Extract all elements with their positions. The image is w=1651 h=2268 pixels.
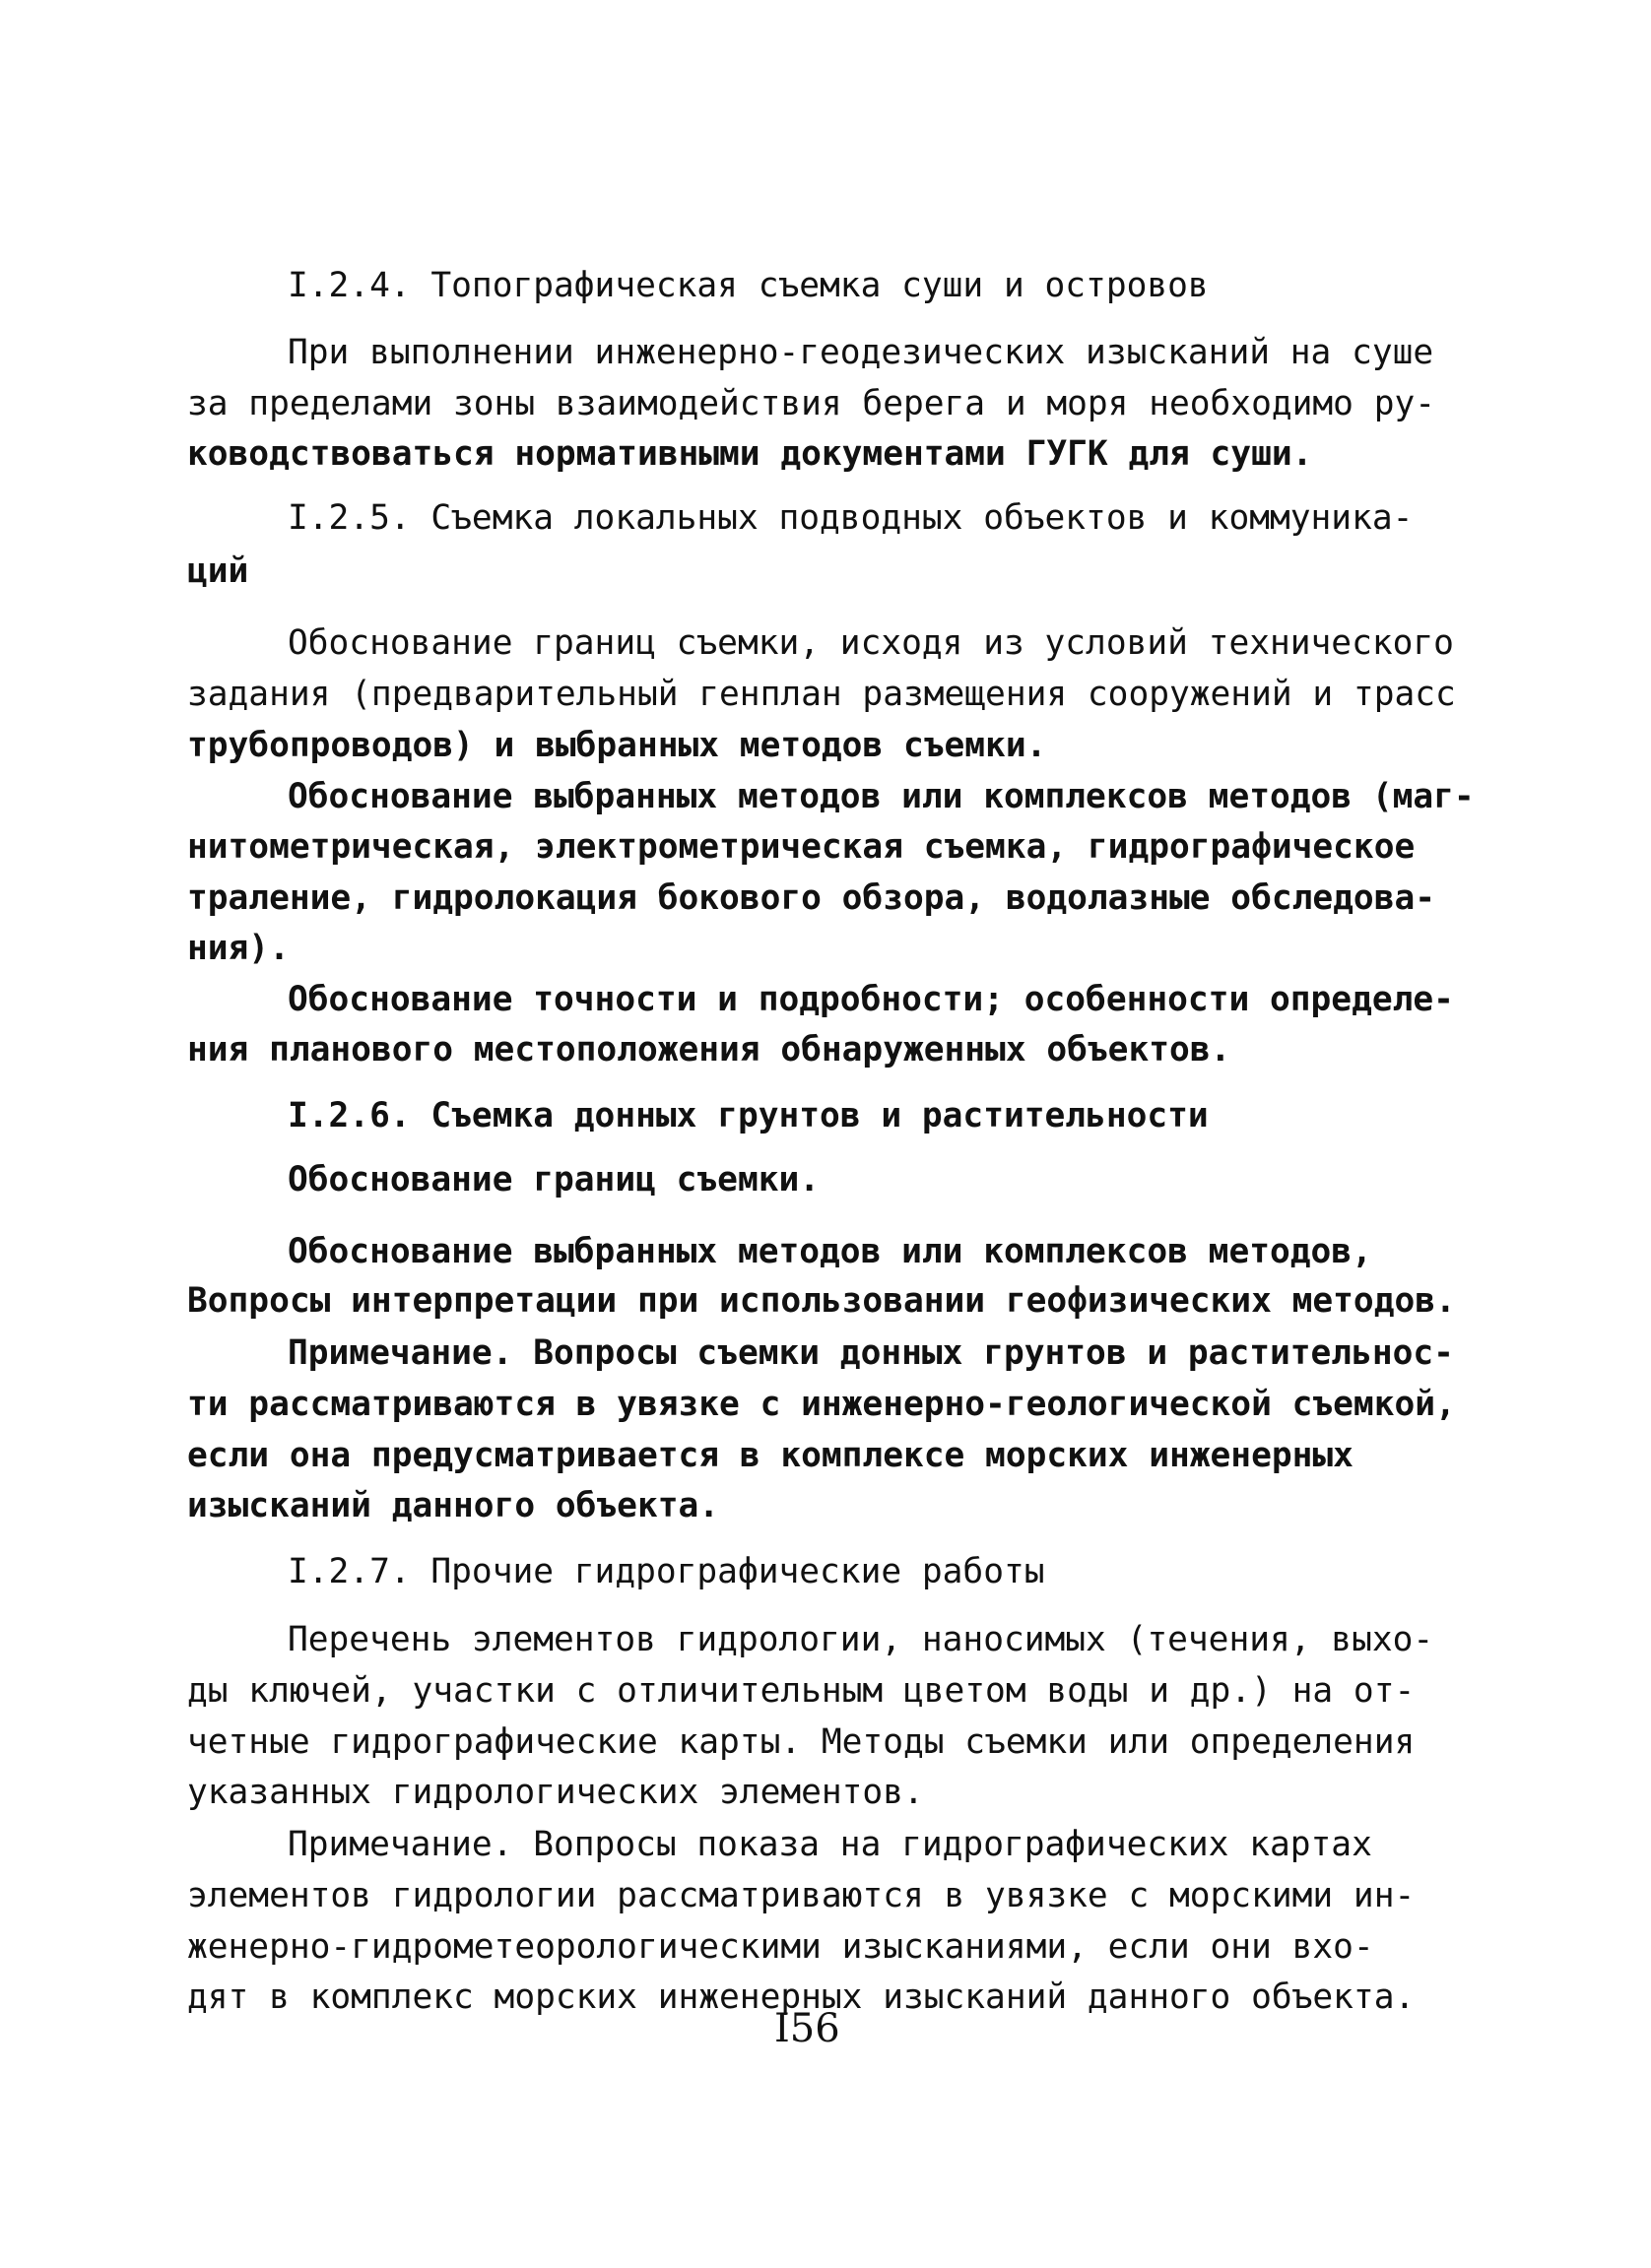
heading-1-2-6: I.2.6. Съемка донных грунтов и растительности [288,1096,1209,1135]
text-line: При выполнении инженерно-геодезических изысканий на суше [288,333,1434,372]
text-line: Обоснование границ съемки. [288,1160,821,1199]
note-line: элементов гидрологии рассматриваются в увязке с морскими ин- [187,1876,1416,1915]
heading-1-2-7: I.2.7. Прочие гидрографические работы [288,1552,1045,1591]
heading-1-2-5: I.2.5. Съемка локальных подводных объектов и коммуника- [288,498,1414,538]
text-line: четные гидрографические карты. Методы съемки или определения [187,1722,1416,1762]
heading-1-2-4: I.2.4. Топографическая съемка суши и островов [288,266,1209,305]
note-line: изысканий данного объекта. [187,1486,720,1525]
note-line: ти рассматриваются в увязке с инженерно-геологической съемкой, [187,1385,1456,1424]
text-line: Обоснование выбранных методов или комплексов методов, [288,1232,1372,1271]
text-line: траление, гидролокация бокового обзора, водолазные обследова- [187,878,1436,918]
note-line: женерно-гидрометеорологическими изысканиями, если они вхо- [187,1927,1374,1967]
text-line: задания (предварительный генплан размещения сооружений и трасс [187,675,1456,714]
text-line: трубопроводов) и выбранных методов съемки. [187,726,1047,765]
text-line: ды ключей, участки с отличительным цветом воды и др.) на от- [187,1671,1416,1711]
text-line: Перечень элементов гидрологии, наносимых (течения, выхо- [288,1620,1434,1659]
text-line: Обоснование точности и подробности; особенности определе- [288,980,1454,1019]
note-line: если она предусматривается в комплексе морских инженерных [187,1436,1354,1475]
text-line: нитометрическая, электрометрическая съемка, гидрографическое [187,827,1416,867]
text-line: ния). [187,929,290,968]
text-line: ния планового местоположения обнаруженных объектов. [187,1030,1231,1069]
text-line: Обоснование границ съемки, исходя из условий технического [288,623,1454,663]
text-line: ководствоваться нормативными документами ГУГК для суши. [187,434,1313,474]
note-line: Примечание. Вопросы показа на гидрографических картах [288,1825,1372,1864]
note-line: дят в комплекс морских инженерных изысканий данного объекта. [187,1977,1416,2017]
text-line: Обоснование выбранных методов или комплексов методов (маг- [288,777,1475,816]
page-number: I56 [774,2006,840,2051]
text-line: указанных гидрологических элементов. [187,1773,924,1812]
note-line: Примечание. Вопросы съемки донных грунтов и растительнос- [288,1333,1454,1373]
heading-continuation: ций [187,551,249,591]
text-line: за пределами зоны взаимодействия берега и моря необходимо ру- [187,384,1436,423]
text-line: Вопросы интерпретации при использовании геофизических методов. [187,1281,1456,1321]
